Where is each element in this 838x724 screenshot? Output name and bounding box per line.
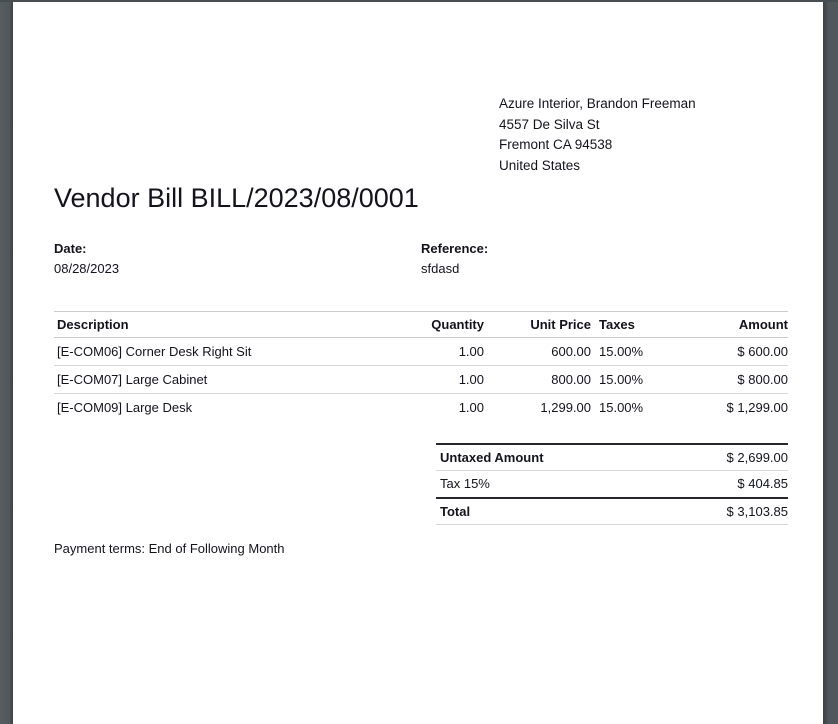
tax-value: $ 404.85 (660, 471, 788, 498)
cell-description: [E-COM06] Corner Desk Right Sit (54, 338, 384, 366)
table-row (54, 338, 788, 366)
cell-taxes: 15.00% (591, 366, 684, 394)
bill-info-row (54, 239, 788, 279)
table-row (54, 366, 788, 394)
cell-quantity: 1.00 (384, 366, 484, 394)
date-value: 08/28/2023 (54, 261, 120, 276)
date-block (54, 239, 421, 279)
tax-row (436, 471, 788, 498)
cell-description: [E-COM09] Large Desk (57, 400, 193, 416)
cell-quantity: 1.00 (458, 400, 484, 416)
cell-unit-price: 600.00 (484, 338, 591, 366)
cell-quantity: 1.00 (384, 338, 484, 366)
viewer-right-edge (823, 0, 838, 724)
cell-amount: $ 1,299.00 (726, 400, 788, 416)
cell-unit-price: 800.00 (484, 366, 591, 394)
reference-label: Reference: (421, 241, 489, 256)
total-value: $ 3,103.85 (660, 498, 788, 525)
untaxed-amount-value: $ 2,699.00 (660, 444, 788, 471)
bill-lines-table (54, 311, 788, 422)
date-label: Date: (54, 241, 87, 256)
cell-unit-price: 1,299.00 (540, 400, 591, 416)
address-line-company: Azure Interior, Brandon Freeman (499, 96, 696, 111)
col-header-quantity: Quantity (384, 312, 484, 338)
document-title: Vendor Bill BILL/2023/08/0001 (54, 183, 419, 213)
col-header-unit-price: Unit Price (484, 312, 591, 338)
cell-taxes: 15.00% (599, 400, 644, 416)
cell-description: [E-COM07] Large Cabinet (54, 366, 384, 394)
col-header-description: Description (54, 312, 384, 338)
untaxed-amount-label: Untaxed Amount (436, 444, 660, 471)
address-line-city: Fremont CA 94538 (499, 137, 613, 152)
tax-label: Tax 15% (436, 471, 660, 498)
totals-table (436, 443, 788, 526)
viewer-top-edge (0, 0, 838, 2)
table-header-row (54, 312, 788, 338)
cell-taxes: 15.00% (591, 338, 684, 366)
col-header-amount: Amount (684, 312, 788, 338)
viewer-left-edge (0, 0, 13, 724)
vendor-address-block (499, 2, 788, 176)
total-row (436, 498, 788, 525)
cell-amount: $ 600.00 (684, 338, 788, 366)
reference-value: sfdasd (421, 261, 460, 276)
vendor-bill-page (13, 2, 823, 724)
payment-terms: Payment terms: End of Following Month (54, 541, 285, 556)
cell-amount: $ 800.00 (684, 366, 788, 394)
col-header-taxes: Taxes (591, 312, 684, 338)
untaxed-amount-row (436, 444, 788, 471)
table-row (54, 394, 788, 422)
address-line-country: United States (499, 157, 581, 173)
reference-block (421, 239, 788, 279)
address-line-street: 4557 De Silva St (499, 116, 600, 132)
total-label: Total (436, 498, 660, 525)
